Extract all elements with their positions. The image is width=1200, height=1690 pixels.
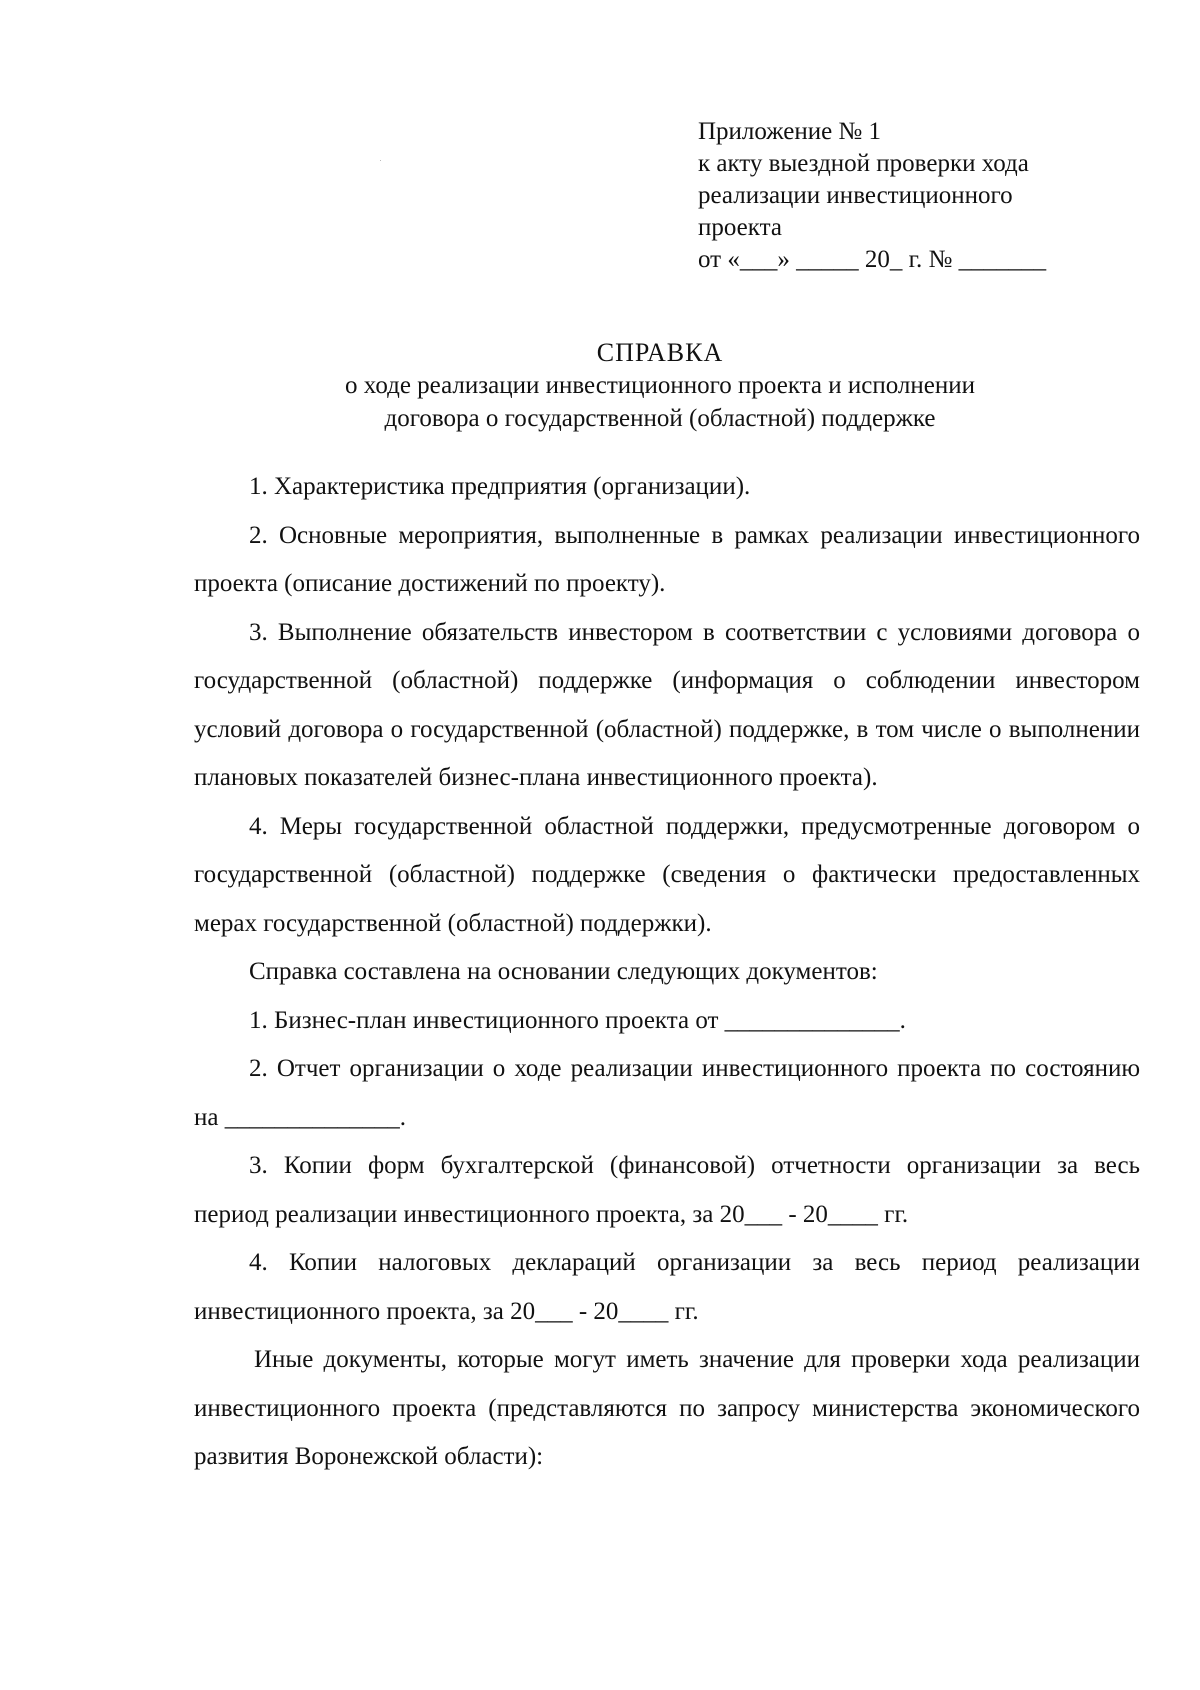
document-subtitle-line: о ходе реализации инвестиционного проекта и исполнении [345,372,975,399]
section-paragraph: 3. Выполнение обязательств инвестором в соответствии с условиями договора о государственной (областной) поддержке (информация о соблюдении инвестором условий договора о государственной (областной) поддержке, в том числе о выполнении плановых показателей бизнес-плана инвестиционного проекта). [194,618,1140,791]
section-paragraph: 1. Характеристика предприятия (организации). [249,473,751,500]
appendix-ref-line: проекта [698,214,782,241]
document-body [194,463,1140,1482]
document-title-block [160,336,1160,435]
appendix-ref-line: реализации инвестиционного [698,182,1013,209]
appendix-ref-line: к акту выездной проверки хода [698,150,1029,177]
section-paragraph: 4. Меры государственной областной поддержки, предусмотренные договором о государственной (областной) поддержке (сведения о фактически предоставленных мерах государственной (областной) поддержки). [194,812,1140,937]
document-list-item: 2. Отчет организации о ходе реализации инвестиционного проекта по состоянию на ______________. [194,1055,1140,1131]
document-list-item: 4. Копии налоговых деклараций организации за весь период реализации инвестиционного проекта, за 20___ - 20____ гг. [194,1249,1140,1325]
other-documents-paragraph: Иные документы, которые могут иметь значение для проверки хода реализации инвестиционного проекта (представляются по запросу министерства экономического развития Воронежской области): [194,1346,1140,1470]
documents-intro: Справка составлена на основании следующих документов: [249,958,878,985]
appendix-date-line: от «___» _____ 20_ г. № _______ [698,246,1047,273]
section-paragraph: 2. Основные мероприятия, выполненные в рамках реализации инвестиционного проекта (описание достижений по проекту). [194,521,1140,597]
scan-speck [380,160,381,161]
appendix-number: Приложение № 1 [698,118,882,145]
document-list-item: 3. Копии форм бухгалтерской (финансовой) отчетности организации за весь период реализации инвестиционного проекта, за 20___ - 20____ гг. [194,1152,1140,1228]
document-list-item: 1. Бизнес-план инвестиционного проекта от ______________. [249,1006,906,1034]
appendix-header [698,116,1118,276]
document-title: СПРАВКА [596,338,724,367]
document-subtitle-line: договора о государственной (областной) поддержке [384,405,936,432]
